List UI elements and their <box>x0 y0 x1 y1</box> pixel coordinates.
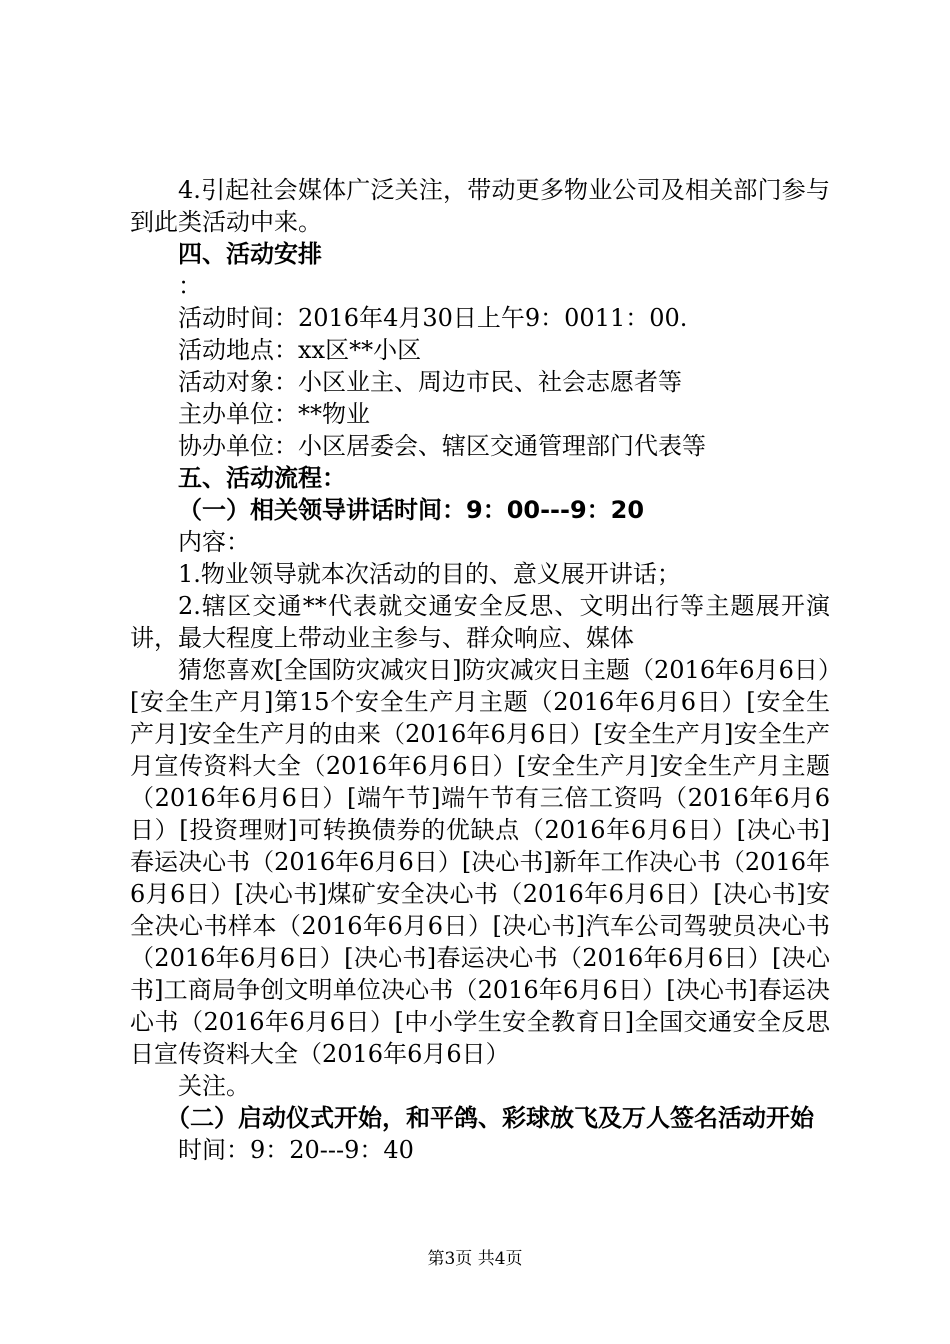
paragraph: 2.辖区交通**代表就交通安全反思、文明出行等主题展开演讲，最大程度上带动业主参与、群众响应、媒体 <box>130 592 830 652</box>
activity-time: 活动时间：2016年4月30日上午9：0011：00. <box>178 304 688 332</box>
paragraph: ： <box>178 272 202 300</box>
organizer: 主办单位：**物业 <box>178 400 370 428</box>
related-links-paragraph: 猜您喜欢[全国防灾减灾日]防灾减灾日主题（2016年6月6日）[安全生产月]第15个安全生产月主题（2016年6月6日）[安全生产月]安全生产月的由来（2016年6月6日）[安全生产月]安全生产月宣传资料大全（2016年6月6日）[安全生产月]安全生产月主题（2016年6月6日）[端午节]端午节有三倍工资吗（2016年6月6日）[投资理财]可转换债券的优缺点（2016年6月6日）[决心书]春运决心书（2016年6月6日）[决心书]新年工作决心书（2016年6月6日）[决心书]煤矿安全决心书（2016年6月6日）[决心书]安全决心书样本（2016年6月6日）[决心书]汽车公司驾驶员决心书（2016年6月6日）[决心书]春运决心书（2016年6月6日）[决心书]工商局争创文明单位决心书（2016年6月6日）[决心书]春运决心书（2016年6月6日）[中小学生安全教育日]全国交通安全反思日宣传资料大全（2016年6月6日） <box>130 656 830 1068</box>
section-heading: 四、活动安排 <box>178 240 322 268</box>
co-organizer: 协办单位：小区居委会、辖区交通管理部门代表等 <box>178 432 706 460</box>
subsection-heading: （一）相关领导讲话时间：9：00---9：20 <box>178 496 645 524</box>
paragraph: 内容： <box>178 528 250 556</box>
paragraph: 4.引起社会媒体广泛关注，带动更多物业公司及相关部门参与到此类活动中来。 <box>130 176 830 236</box>
document-body <box>130 174 830 1166</box>
paragraph: 关注。 <box>178 1072 250 1100</box>
activity-location: 活动地点：xx区**小区 <box>178 336 422 364</box>
page-footer: 第3页 共4页 <box>427 1249 523 1269</box>
activity-audience: 活动对象：小区业主、周边市民、社会志愿者等 <box>178 368 682 396</box>
subsection-heading: （二）启动仪式开始，和平鸽、彩球放飞及万人签名活动开始 <box>166 1104 814 1132</box>
paragraph: 时间：9：20---9：40 <box>178 1136 414 1164</box>
section-heading: 五、活动流程： <box>178 464 346 492</box>
paragraph: 1.物业领导就本次活动的目的、意义展开讲话； <box>178 560 681 588</box>
